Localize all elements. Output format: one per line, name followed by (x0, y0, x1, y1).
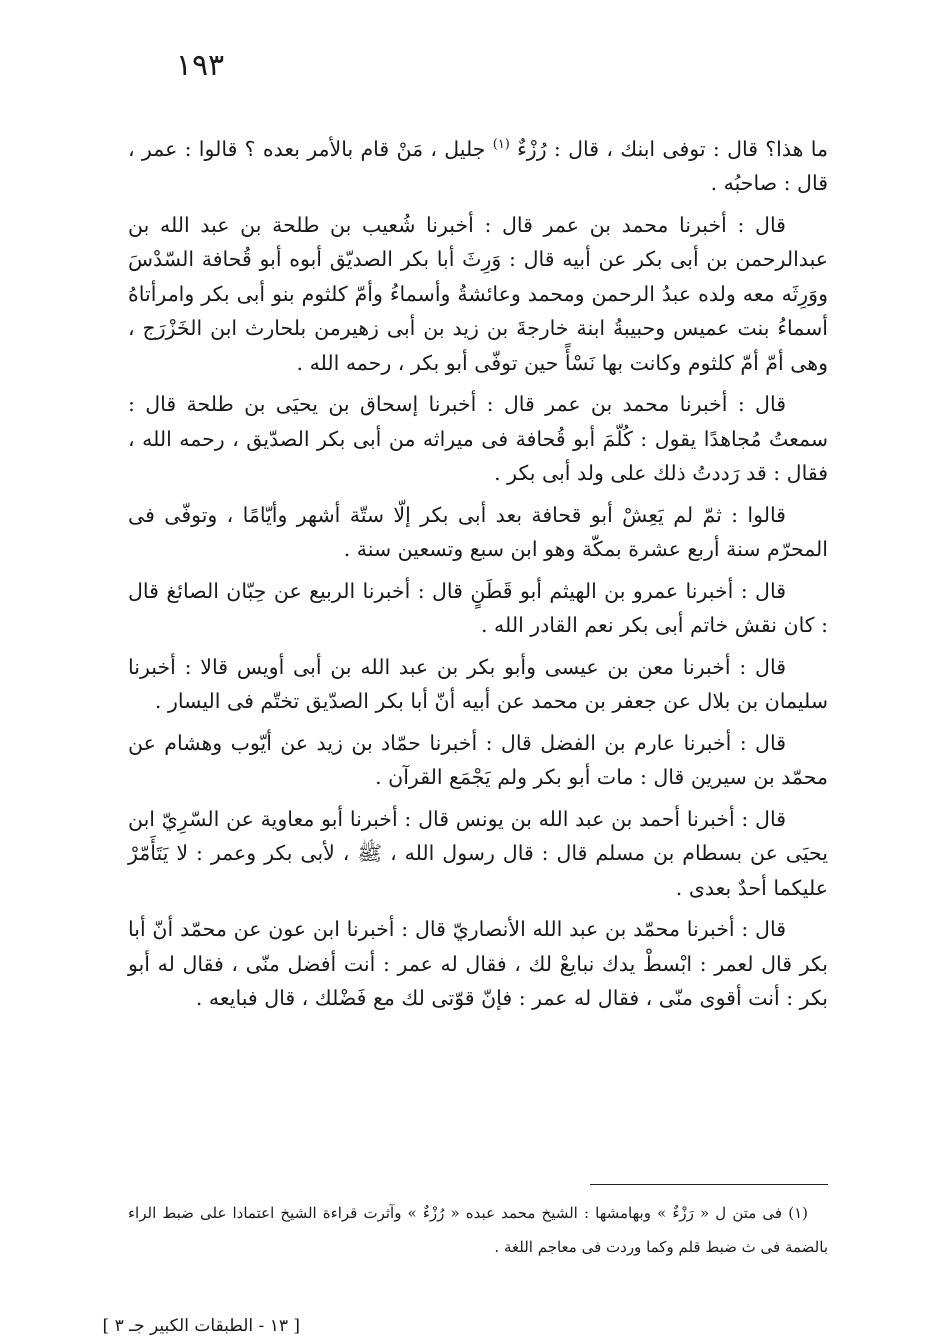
footnote: (١) فى متن ل « رَزْءٌ » وبهامشها : الشيخ محمد عبده « رُزْءٌ » وآثرت قراءة الشيخ اعتمادا على ضبط الراء بالضمة فى ث ضبط قلم وكما وردت فى معاجم اللغة . (128, 1204, 828, 1256)
paragraph: قال : أخبرنا محمد بن عمر قال : أخبرنا إسحاق بن يحيَى بن طلحة قال : سمعتُ مُجاهدًا يقول : كُلّمَ أبو قُحافة فى ميراثه من أبى بكر الصدّيق ، رحمه الله ، فقال : قد رَددتُ ذلك على ولد أبى بكر . (128, 392, 828, 486)
paragraph: قال : أخبرنا عمرو بن الهيثم أبو قَطَنٍ قال : أخبرنا الربيع عن حِبّان الصائغ قال : كان نقش خاتم أبى بكر نعم القادر الله . (128, 578, 828, 638)
paragraph: قال : أخبرنا أحمد بن عبد الله بن يونس قال : أخبرنا أبو معاوية عن السّرِيّ ابن يحيَى عن بسطام بن مسلم قال : قال رسول الله ، ﷺ ، لأبى بكر وعمر : لا يَتَأَمّرْ عليكما أحدٌ بعدى . (128, 806, 828, 900)
paragraph-text: ما هذا؟ قال : توفى ابنك ، قال : رُزْءٌ (517, 136, 828, 161)
paragraph: قال : أخبرنا عارم بن الفضل قال : أخبرنا حمّاد بن زيد عن أيّوب وهشام عن محمّد بن سيرين قال : مات أبو بكر ولم يَجْمَع القرآن . (128, 730, 828, 790)
paragraph-text: جليل ، مَنْ قام بالأمر بعده ؟ قالوا : عمر ، قال : صاحبُه . (128, 136, 828, 196)
footnote-reference: (١) (492, 137, 510, 152)
paragraph (128, 128, 828, 201)
paragraph: قال : أخبرنا معن بن عيسى وأبو بكر بن عبد الله بن أبى أويس قالا : أخبرنا سليمان بن بلال عن جعفر بن محمد عن أبيه أنّ أبا بكر الصدّيق تختّم فى اليسار . (128, 654, 828, 714)
paragraph: قال : أخبرنا محمّد بن عبد الله الأنصاريّ قال : أخبرنا ابن عون عن محمّد أنّ أبا بكر قال لعمر : ابْسطْ يدك نبايعْ لك ، فقال له عمر : أنت أفضل منّى ، فقال له أبو بكر : أنت أقوى منّى ، فقال له عمر : فإنّ قوّتى لك مع فَضْلك ، قال فبايعه . (128, 917, 828, 1011)
footnote-divider (590, 1184, 828, 1185)
paragraph: قالوا : ثمّ لم يَعِشْ أبو قحافة بعد أبى بكر إلّا ستّة أشهر وأيّامًا ، وتوفّى فى المحرّم سنة أربع عشرة بمكّة وهو ابن سبع وتسعين سنة . (128, 502, 828, 562)
page-number: ١٩٣ (175, 48, 225, 83)
main-text (128, 128, 828, 1023)
signature-mark: [ ١٣ - الطبقات الكبير جـ ٣ ] (102, 1316, 300, 1336)
paragraph: قال : أخبرنا محمد بن عمر قال : أخبرنا شُعيب بن طلحة بن عبد الله بن عبدالرحمن بن أبى بكر عن أبيه قال : وَرِثَ أبا بكر الصديّق أبوه أبو قُحافة السّدْسَ ووَرِثَه معه ولده عبدُ الرحمن ومحمد وعائشةُ وأسماءُ وأمّ كلثوم بنو أبى بكر وامرأتاهُ أسماءُ بنت عميس وحبيبةُ ابنة خارجةَ بن زيد بن أبى زهيرمن بلحارث ابن الخَزْرَج ، وهى أمّ أمّ كلثوم وكانت بها نَسْأً حين توفّى أبو بكر ، رحمه الله . (128, 212, 828, 375)
